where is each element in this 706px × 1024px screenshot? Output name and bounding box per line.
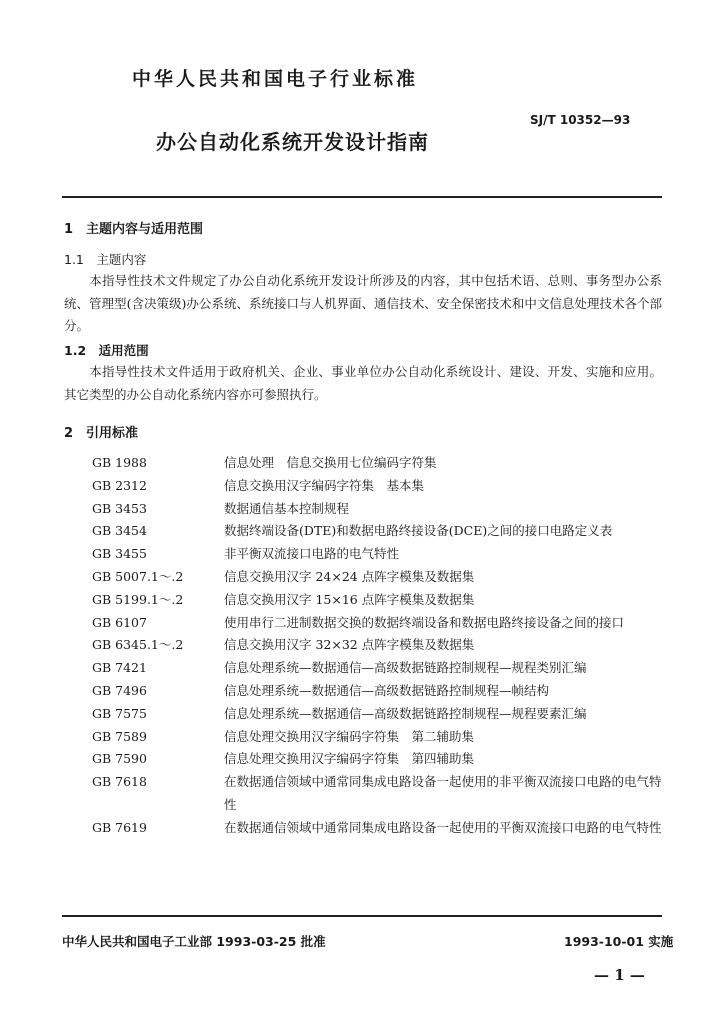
reference-code: GB 6345.1～.2 <box>92 637 184 653</box>
section-1-1-text: 本指导性技术文件规定了办公自动化系统开发设计所涉及的内容，其中包括术语、总则、事务型办公系统、管理型(含决策级)办公系统、系统接口与人机界面、通信技术、安全保密技术和中文信息处理技术各个部分。 <box>64 273 662 333</box>
reference-code: GB 7589 <box>92 728 147 744</box>
reference-title: 数据终端设备(DTE)和数据电路终接设备(DCE)之间的接口电路定义表 <box>224 523 613 539</box>
reference-title: 使用串行二进制数据交换的数据终端设备和数据电路终接设备之间的接口 <box>224 614 625 630</box>
reference-title: 信息交换用汉字编码字符集 基本集 <box>224 477 425 493</box>
reference-code: GB 6107 <box>92 614 147 630</box>
reference-code: GB 7618 <box>92 774 147 790</box>
reference-title: 信息处理 信息交换用七位编码字符集 <box>224 455 437 470</box>
reference-title: 数据通信基本控制规程 <box>224 500 350 516</box>
reference-title: 信息交换用汉字 15×16 点阵字模集及数据集 <box>224 591 475 607</box>
reference-code: GB 3454 <box>92 523 147 539</box>
section-1-1-heading: 1.1 主题内容 <box>64 252 147 267</box>
reference-row <box>92 634 664 657</box>
reference-code: GB 7496 <box>92 682 147 698</box>
page-number: — 1 — <box>594 966 645 984</box>
header-divider <box>62 196 662 198</box>
reference-code: GB 5007.1～.2 <box>92 568 184 584</box>
reference-row <box>92 680 664 703</box>
reference-code: GB 3453 <box>92 500 147 516</box>
referenced-standards-list <box>92 452 664 840</box>
approval-line: 中华人民共和国电子工业部 1993-03-25 批准 <box>62 934 326 949</box>
reference-row <box>92 703 664 726</box>
reference-row <box>92 657 664 680</box>
reference-code: GB 7619 <box>92 819 147 835</box>
reference-title: 信息处理系统—数据通信—高级数据链路控制规程—规程类别汇编 <box>224 660 587 676</box>
section-1-2-text: 本指导性技术文件适用于政府机关、企业、事业单位办公自动化系统设计、建设、开发、实施和应用。其它类型的办公自动化系统内容亦可参照执行。 <box>64 364 662 402</box>
effective-date: 1993-10-01 实施 <box>564 934 674 949</box>
reference-title: 在数据通信领域中通常同集成电路设备一起使用的非平衡双流接口电路的电气特性 <box>224 774 662 812</box>
reference-title: 信息处理系统—数据通信—高级数据链路控制规程—帧结构 <box>224 682 550 698</box>
reference-code: GB 7575 <box>92 705 147 721</box>
reference-row <box>92 543 664 566</box>
reference-code: GB 1988 <box>92 455 147 470</box>
reference-code: GB 5199.1～.2 <box>92 591 184 607</box>
footer-divider <box>62 915 662 917</box>
reference-title: 在数据通信领域中通常同集成电路设备一起使用的平衡双流接口电路的电气特性 <box>224 819 662 835</box>
reference-row <box>92 520 664 543</box>
section-1-1-body <box>64 270 662 338</box>
reference-code: GB 7590 <box>92 751 147 767</box>
reference-code: GB 3455 <box>92 546 147 562</box>
reference-title: 信息处理系统—数据通信—高级数据链路控制规程—规程要素汇编 <box>224 705 587 721</box>
reference-title: 信息交换用汉字 32×32 点阵字模集及数据集 <box>224 637 475 653</box>
reference-title: 非平衡双流接口电路的电气特性 <box>224 546 400 562</box>
reference-title: 信息交换用汉字 24×24 点阵字模集及数据集 <box>224 568 475 584</box>
standard-number: SJ/T 10352—93 <box>530 113 631 127</box>
reference-row <box>92 612 664 635</box>
reference-row <box>92 748 664 771</box>
reference-row <box>92 589 664 612</box>
reference-row <box>92 475 664 498</box>
document-title: 办公自动化系统开发设计指南 <box>156 130 429 154</box>
reference-row <box>92 771 664 817</box>
reference-title: 信息处理交换用汉字编码字符集 第四辅助集 <box>224 751 475 767</box>
section-1-heading: 1 主题内容与适用范围 <box>64 222 204 237</box>
reference-row <box>92 498 664 521</box>
issuing-body-line: 中华人民共和国电子行业标准 <box>132 68 419 90</box>
reference-code: GB 2312 <box>92 477 147 493</box>
reference-row <box>92 817 664 840</box>
reference-row <box>92 566 664 589</box>
reference-row <box>92 452 664 475</box>
reference-title: 信息处理交换用汉字编码字符集 第二辅助集 <box>224 728 475 744</box>
section-1-2-heading: 1.2 适用范围 <box>64 343 149 358</box>
reference-code: GB 7421 <box>92 660 147 676</box>
reference-row <box>92 726 664 749</box>
section-2-heading: 2 引用标准 <box>64 426 139 441</box>
section-1-2-body <box>64 361 662 406</box>
